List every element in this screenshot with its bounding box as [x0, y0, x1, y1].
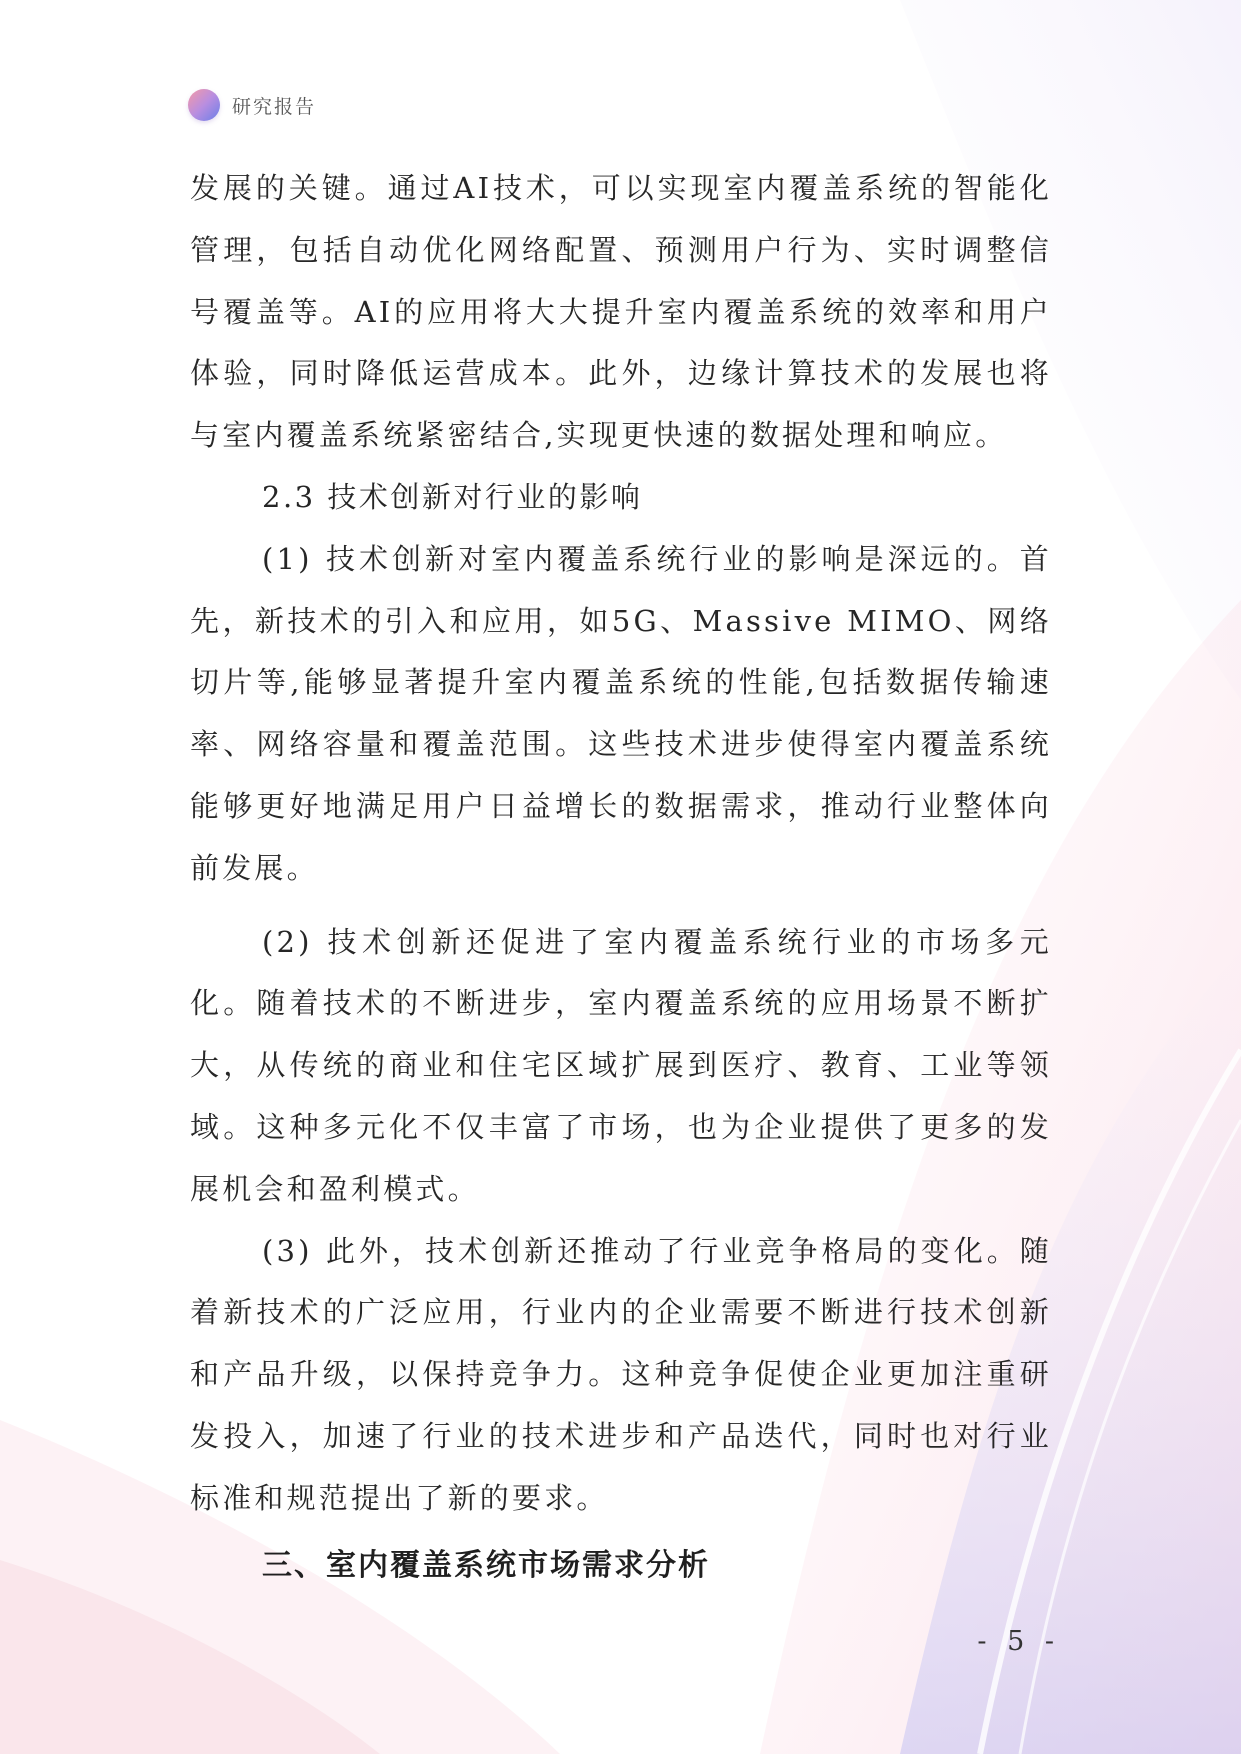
paragraph-3: (3) 此外，技术创新还推动了行业竞争格局的变化。随着新技术的广泛应用，行业内的企业需要不断进行技术创新和产品升级，以保持竞争力。这种竞争促使企业更加注重研发投入，加速了行业的技术进步和产品迭代，同时也对行业标准和规范提出了新的要求。	[190, 1233, 1052, 1515]
page-content	[190, 158, 1052, 1598]
header-title: 研究报告	[232, 95, 317, 118]
page-number: - 5 -	[977, 1626, 1060, 1657]
section-heading: 三、室内覆盖系统市场需求分析	[262, 1547, 710, 1583]
page-header	[188, 88, 316, 122]
paragraph-continued: 发展的关键。通过AI技术，可以实现室内覆盖系统的智能化管理，包括自动优化网络配置、预测用户行为、实时调整信号覆盖等。AI的应用将大大提升室内覆盖系统的效率和用户体验，同时降低运营成本。此外，边缘计算技术的发展也将与室内覆盖系统紧密结合,实现更快速的数据处理和响应。	[190, 171, 1052, 453]
subsection-heading: 2.3 技术创新对行业的影响	[262, 479, 643, 514]
paragraph-1: (1) 技术创新对室内覆盖系统行业的影响是深远的。首先，新技术的引入和应用，如5G、Massive MIMO、网络切片等,能够显著提升室内覆盖系统的性能,包括数据传输速率、网络容量和覆盖范围。这些技术进步使得室内覆盖系统能够更好地满足用户日益增长的数据需求，推动行业整体向前发展。	[190, 541, 1052, 885]
paragraph-2: (2) 技术创新还促进了室内覆盖系统行业的市场多元化。随着技术的不断进步，室内覆盖系统的应用场景不断扩大，从传统的商业和住宅区域扩展到医疗、教育、工业等领域。这种多元化不仅丰富了市场，也为企业提供了更多的发展机会和盈利模式。	[190, 924, 1052, 1206]
report-logo-icon	[188, 89, 220, 121]
